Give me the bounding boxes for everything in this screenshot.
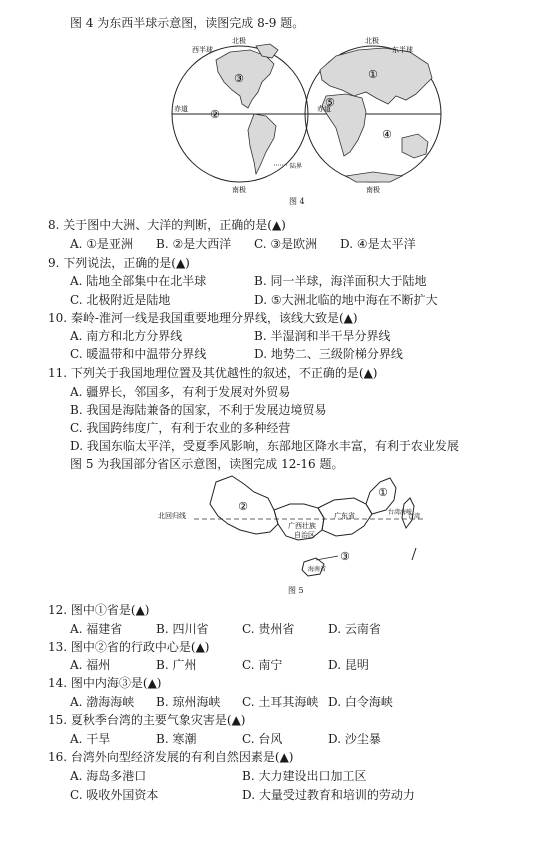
w-north-pole-label: 北极 xyxy=(232,37,246,45)
e-equator-label: 赤道 xyxy=(317,105,331,113)
q8-option-b: B. ②是大西洋 xyxy=(156,237,232,251)
q16-stem: 16. 台湾外向型经济发展的有利自然因素是(▲) xyxy=(48,750,294,764)
marker-4: ④ xyxy=(382,128,392,141)
q12-option-d: D. 云南省 xyxy=(328,622,381,636)
q16-option-a: A. 海岛多港口 xyxy=(70,769,147,783)
marker-2: ② xyxy=(210,108,220,121)
province-2-marker: ② xyxy=(238,500,248,513)
guangdong-label: 广东省 xyxy=(334,512,355,520)
q15-option-c: C. 台风 xyxy=(242,732,283,746)
q15-option-a: A. 干旱 xyxy=(70,732,111,746)
hainan-label: 海南省 xyxy=(308,566,327,573)
q15-stem: 15. 夏秋季台湾的主要气象灾害是(▲) xyxy=(48,713,246,727)
q12-option-a: A. 福建省 xyxy=(70,622,123,636)
q15-option-d: D. 沙尘暴 xyxy=(328,732,381,746)
q10-option-d: D. 地势二、三级阶梯分界线 xyxy=(254,347,403,361)
q13-option-c: C. 南宁 xyxy=(242,658,283,672)
q9-option-b: B. 同一半球，海洋面积大于陆地 xyxy=(254,274,427,288)
q15-option-b: B. 寒潮 xyxy=(156,732,197,746)
intro-fig5: 图 5 为我国部分省区示意图，读图完成 12-16 题。 xyxy=(70,457,344,471)
q9-option-c: C. 北极附近是陆地 xyxy=(70,293,171,307)
marker-5: ⑤ xyxy=(325,96,335,109)
q13-option-d: D. 昆明 xyxy=(328,658,369,672)
q11-option-b: B. 我国是海陆兼备的国家，不利于发展边境贸易 xyxy=(70,403,327,417)
w-south-pole-label: 南极 xyxy=(232,186,246,194)
q11-option-a: A. 疆界长，邻国多，有利于发展对外贸易 xyxy=(70,385,291,399)
e-south-pole-label: 南极 xyxy=(366,186,380,194)
tropic-label: 北回归线 xyxy=(158,512,186,520)
q10-option-b: B. 半湿润和半干旱分界线 xyxy=(254,329,391,343)
q9-stem: 9. 下列说法，正确的是(▲) xyxy=(48,256,190,270)
q11-option-d: D. 我国东临太平洋，受夏季风影响，东部地区降水丰富，有利于农业发展 xyxy=(70,439,459,453)
q13-option-b: B. 广州 xyxy=(156,658,197,672)
w-equator-label: 赤道 xyxy=(174,105,188,113)
q8-option-d: D. ④是太平洋 xyxy=(340,237,416,251)
e-north-pole-label: 北极 xyxy=(365,37,379,45)
intro-fig4: 图 4 为东西半球示意图，读图完成 8-9 题。 xyxy=(70,16,305,30)
q10-option-c: C. 暖温带和中温带分界线 xyxy=(70,347,207,361)
q14-option-a: A. 渤海海峡 xyxy=(70,695,135,709)
marker-1: ① xyxy=(368,68,378,81)
taiwan-label: 台湾 xyxy=(408,513,421,520)
q10-option-a: A. 南方和北方分界线 xyxy=(70,329,183,343)
q14-option-c: C. 土耳其海峡 xyxy=(242,695,319,709)
antarctica-shape xyxy=(346,172,402,182)
q16-option-d: D. 大量受过教育和培训的劳动力 xyxy=(242,788,415,802)
q9-option-a: A. 陆地全部集中在北半球 xyxy=(70,274,207,288)
strait-3-marker: ③ xyxy=(340,550,350,563)
q14-option-b: B. 琼州海峡 xyxy=(156,695,221,709)
guangxi-label-1: 广西壮族 xyxy=(288,522,316,530)
q16-option-c: C. 吸收外国资本 xyxy=(70,788,159,802)
province-1-marker: ① xyxy=(378,486,388,499)
q8-option-c: C. ③是欧洲 xyxy=(254,237,318,251)
e-hemisphere-label: 东半球 xyxy=(392,46,413,54)
guangxi-label-2: 自治区 xyxy=(294,531,315,539)
q13-stem: 13. 图中②省的行政中心是(▲) xyxy=(48,640,210,654)
fig5-caption: 图 5 xyxy=(288,586,304,595)
hemisphere-map xyxy=(170,34,460,194)
australia-shape xyxy=(402,134,428,158)
q10-stem: 10. 秦岭-淮河一线是我国重要地理分界线，该线大致是(▲) xyxy=(48,311,358,325)
land-boundary-label: 陆界 xyxy=(290,163,303,170)
q8-option-a: A. ①是亚洲 xyxy=(70,237,134,251)
q11-option-c: C. 我国跨纬度广，有利于农业的多种经营 xyxy=(70,421,291,435)
q16-option-b: B. 大力建设出口加工区 xyxy=(242,769,367,783)
q8-stem: 8. 关于图中大洲、大洋的判断，正确的是(▲) xyxy=(48,218,286,232)
q12-option-c: C. 贵州省 xyxy=(242,622,295,636)
q12-stem: 12. 图中①省是(▲) xyxy=(48,603,150,617)
q12-option-b: B. 四川省 xyxy=(156,622,209,636)
north-america-shape xyxy=(216,50,274,108)
q11-stem: 11. 下列关于我国地理位置及其优越性的叙述，不正确的是(▲) xyxy=(48,366,378,380)
q13-option-a: A. 福州 xyxy=(70,658,111,672)
province-map xyxy=(158,470,428,595)
w-hemisphere-label: 西半球 xyxy=(192,46,213,54)
q14-option-d: D. 白令海峡 xyxy=(328,695,393,709)
marker-3: ③ xyxy=(234,72,244,85)
q9-option-d: D. ⑤大洲北临的地中海在不断扩大 xyxy=(254,293,438,307)
south-america-shape xyxy=(248,114,276,174)
taiwan-strait-label: 台湾海峡 xyxy=(388,509,413,516)
fig4-caption: 图 4 xyxy=(289,197,305,206)
q14-stem: 14. 图中内海③是(▲) xyxy=(48,676,162,690)
